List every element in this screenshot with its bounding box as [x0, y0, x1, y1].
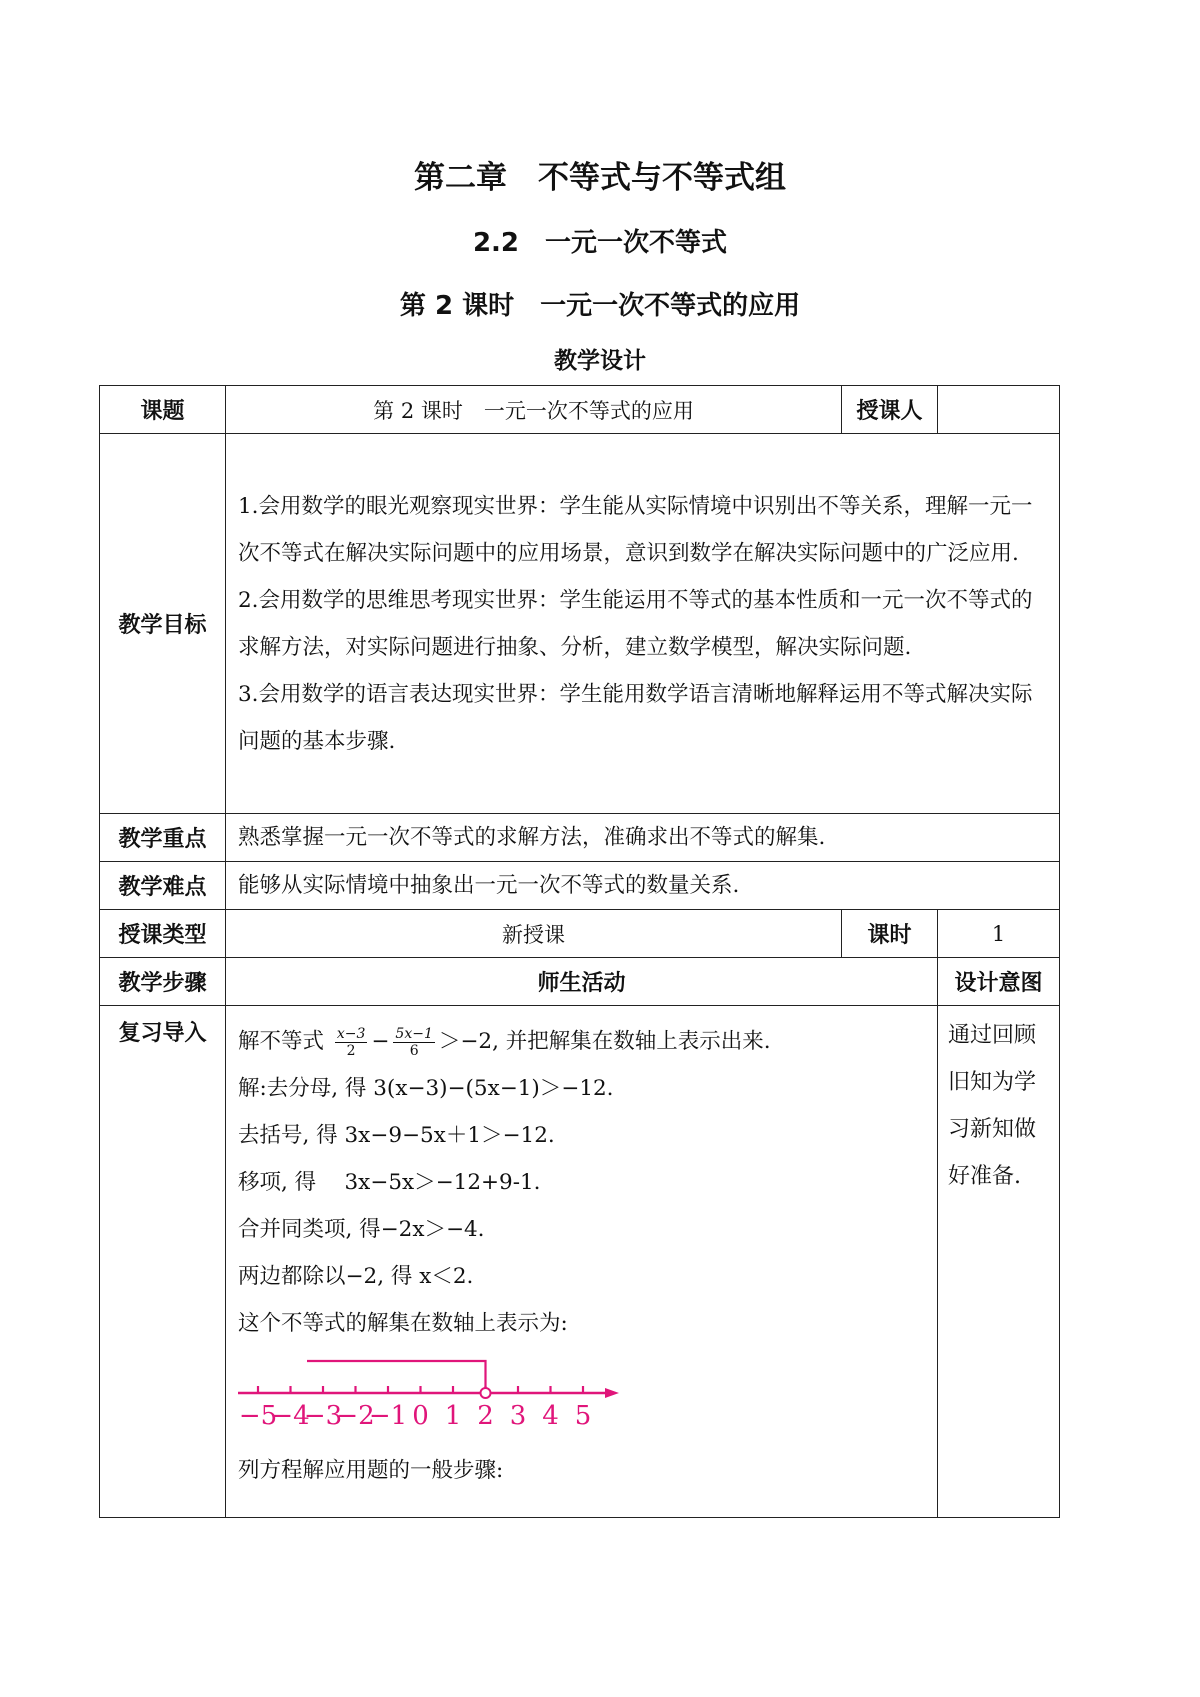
topic-value: 第 2 课时 一元一次不等式的应用 — [226, 386, 842, 434]
section-title: 2.2 一元一次不等式 — [472, 228, 728, 258]
hours-label: 课时 — [842, 910, 938, 958]
goal-item: 2.会用数学的思维思考现实世界：学生能运用不等式的基本性质和一元一次不等式的求解方法，对实际问题进行抽象、分析，建立数学模型，解决实际问题. — [238, 587, 1033, 660]
solution-line: 去括号, 得 3x−9−5x＋1＞−12. — [238, 1123, 555, 1148]
solution-line: 列方程解应用题的一般步骤: — [238, 1458, 504, 1483]
goals-content — [226, 434, 1060, 814]
boundary-open-circle — [481, 1388, 491, 1398]
intent-label: 设计意图 — [938, 958, 1060, 1006]
teacher-value — [938, 386, 1060, 434]
number-line-arrow — [605, 1388, 619, 1398]
prompt-after: ＞−2, 并把解集在数轴上表示出来. — [438, 1029, 771, 1054]
review-prompt — [238, 1018, 925, 1065]
goals-label: 教学目标 — [100, 434, 226, 814]
difficulty-value: 能够从实际情境中抽象出一元一次不等式的数量关系. — [226, 862, 1060, 910]
row-goals — [100, 434, 1060, 814]
number-line-tick-label: −1 — [368, 1401, 408, 1431]
steps-label: 教学步骤 — [100, 958, 226, 1006]
chapter-title: 第二章 不等式与不等式组 — [414, 160, 786, 196]
review-intent: 通过回顾旧知为学习新知做好准备. — [938, 1006, 1060, 1518]
solution-set-bracket — [307, 1361, 486, 1388]
type-label: 授课类型 — [100, 910, 226, 958]
design-heading: 教学设计 — [554, 348, 646, 374]
row-difficulty — [100, 862, 1060, 910]
minus-sign: − — [371, 1029, 390, 1054]
solution-line: 解:去分母, 得 3(x−3)−(5x−1)＞−12. — [238, 1076, 614, 1101]
key-value: 熟悉掌握一元一次不等式的求解方法，准确求出不等式的解集. — [226, 814, 1060, 862]
row-review — [100, 1006, 1060, 1518]
number-line-tick-label: −3 — [303, 1401, 343, 1431]
solution-line: 这个不等式的解集在数轴上表示为: — [238, 1311, 568, 1336]
number-line-tick-label: 2 — [477, 1401, 494, 1431]
goal-item: 3.会用数学的语言表达现实世界：学生能用数学语言清晰地解释运用不等式解决实际问题的基本步骤. — [238, 681, 1033, 754]
hours-value: 1 — [938, 910, 1060, 958]
row-steps-header — [100, 958, 1060, 1006]
number-line-tick-label: 3 — [509, 1401, 527, 1431]
fraction-2-numerator: 5x−1 — [395, 1025, 433, 1042]
number-line-tick-label: 1 — [444, 1401, 462, 1431]
fraction-1 — [335, 1026, 368, 1059]
fraction-1-numerator: x−3 — [336, 1025, 366, 1042]
lesson-plan-table — [99, 385, 1060, 1518]
number-line-tick-label: 0 — [412, 1401, 429, 1431]
number-line-tick-label: 4 — [542, 1401, 559, 1431]
fraction-1-denominator: 2 — [346, 1042, 356, 1059]
topic-label: 课题 — [100, 386, 226, 434]
review-activity — [226, 1006, 938, 1518]
number-line-tick-label: −4 — [271, 1401, 310, 1431]
number-line-diagram — [238, 1351, 638, 1441]
type-value: 新授课 — [226, 910, 842, 958]
lesson-title: 第 2 课时 一元一次不等式的应用 — [399, 291, 801, 321]
number-line-tick-label: −2 — [336, 1401, 375, 1431]
row-key — [100, 814, 1060, 862]
row-topic — [100, 386, 1060, 434]
goal-item: 1.会用数学的眼光观察现实世界：学生能从实际情境中识别出不等关系，理解一元一次不等式在解决实际问题中的应用场景，意识到数学在解决实际问题中的广泛应用. — [238, 493, 1033, 566]
difficulty-label: 教学难点 — [100, 862, 226, 910]
teacher-label: 授课人 — [842, 386, 938, 434]
fraction-2-denominator: 6 — [409, 1042, 419, 1059]
review-label: 复习导入 — [100, 1006, 226, 1518]
row-type — [100, 910, 1060, 958]
number-line-tick-label: −5 — [238, 1401, 278, 1431]
solution-line: 两边都除以−2, 得 x＜2. — [238, 1264, 474, 1289]
fraction-2 — [393, 1026, 434, 1059]
key-label: 教学重点 — [100, 814, 226, 862]
number-line-tick-label: 5 — [574, 1401, 592, 1431]
solution-line: 移项, 得 3x−5x＞−12+9-1. — [238, 1170, 541, 1195]
activity-label: 师生活动 — [226, 958, 938, 1006]
prompt-before: 解不等式 — [238, 1029, 325, 1054]
solution-line: 合并同类项, 得−2x＞−4. — [238, 1217, 485, 1242]
